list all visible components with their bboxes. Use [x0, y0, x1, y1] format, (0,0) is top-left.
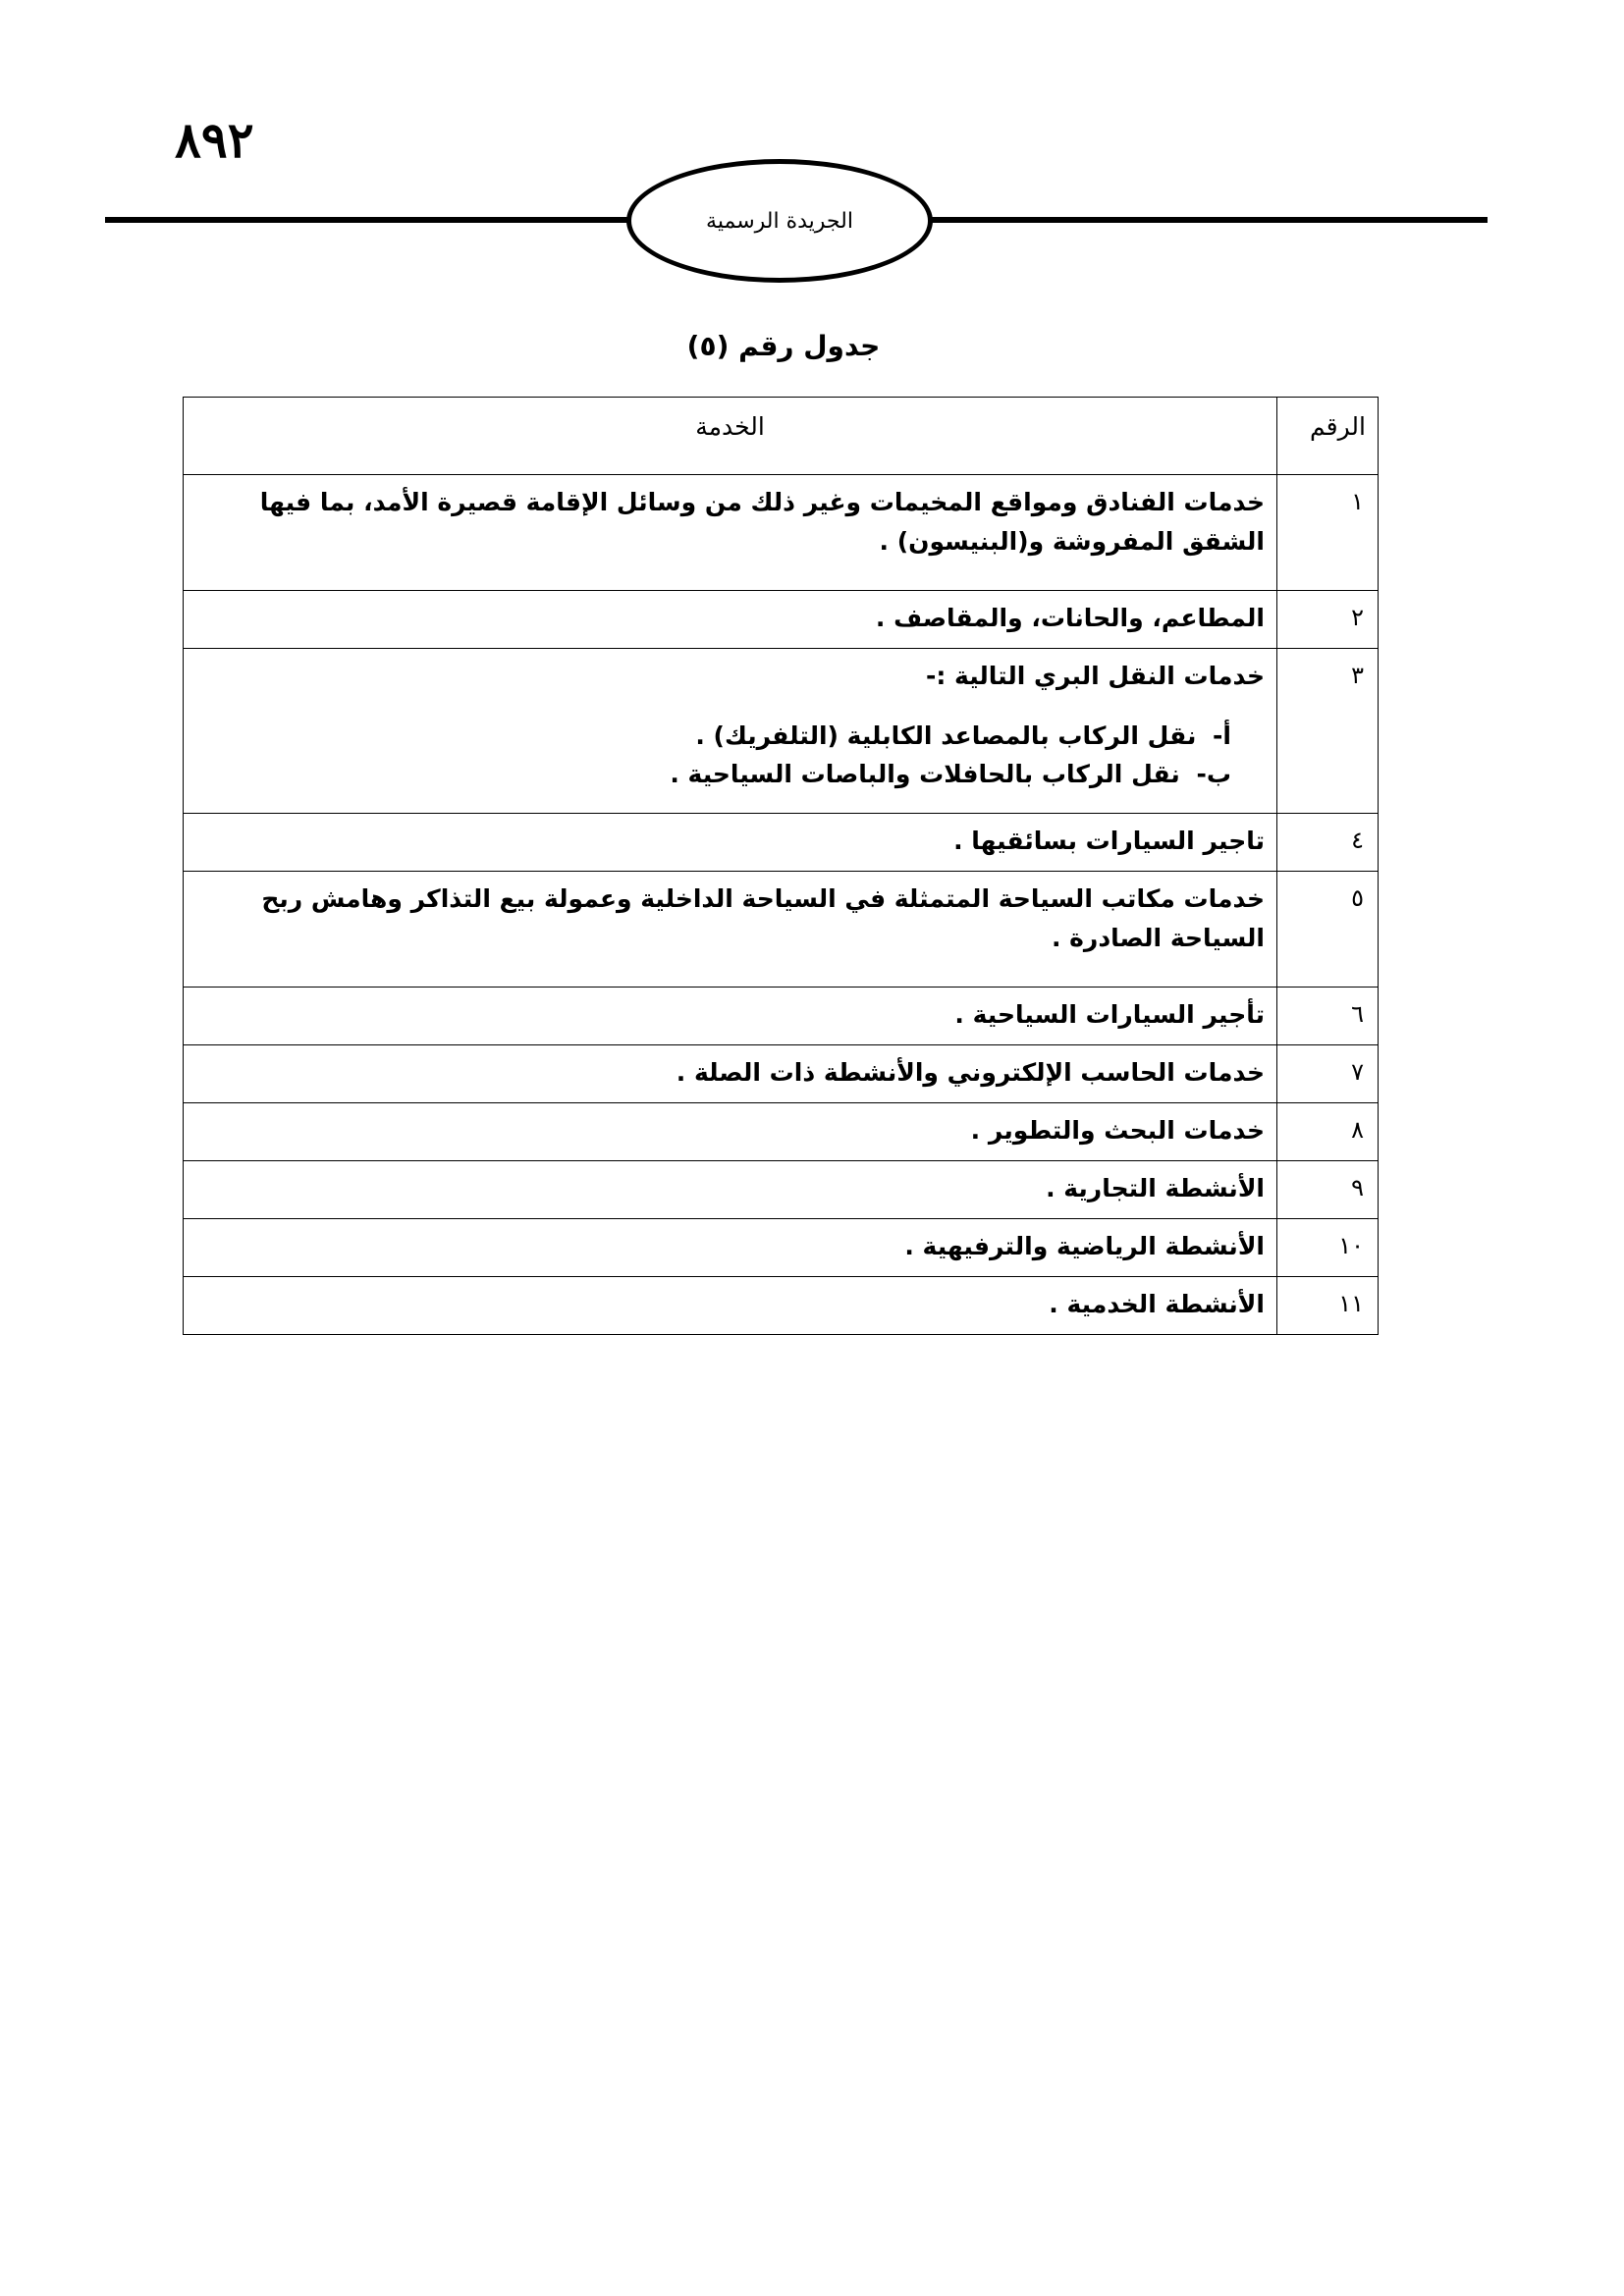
row-number: ١١ — [1277, 1277, 1379, 1335]
row-service: خدمات الفنادق ومواقع المخيمات وغير ذلك من وسائل الإقامة قصيرة الأمد، بما فيها الشقق المفروشة و(البنيسون) . — [184, 475, 1277, 591]
page-number: ٨٩٢ — [175, 111, 254, 169]
table-row — [184, 814, 1379, 872]
row-number: ٩ — [1277, 1161, 1379, 1219]
services-table — [183, 397, 1379, 1335]
table-row — [184, 1103, 1379, 1161]
table-row — [184, 1219, 1379, 1277]
row-service-heading: خدمات النقل البري التالية :- — [925, 662, 1265, 690]
row-service: تأجير السيارات السياحية . — [184, 988, 1277, 1045]
sub-item-text: نقل الركاب بالحافلات والباصات السياحية . — [670, 759, 1180, 788]
row-service: المطاعم، والحانات، والمقاصف . — [184, 591, 1277, 649]
sub-item — [195, 756, 1231, 794]
row-number: ٤ — [1277, 814, 1379, 872]
row-number: ٨ — [1277, 1103, 1379, 1161]
row-service: الأنشطة التجارية . — [184, 1161, 1277, 1219]
sub-item-list — [195, 718, 1265, 794]
row-number: ٣ — [1277, 649, 1379, 814]
column-header-service: الخدمة — [184, 398, 1277, 475]
row-number: ١٠ — [1277, 1219, 1379, 1277]
sub-item-marker: أ- — [1213, 721, 1231, 750]
row-service: خدمات البحث والتطوير . — [184, 1103, 1277, 1161]
sub-item-marker: ب- — [1196, 759, 1231, 788]
row-service-with-subitems — [184, 649, 1277, 814]
table-row — [184, 1161, 1379, 1219]
table-row — [184, 988, 1379, 1045]
row-number: ٥ — [1277, 872, 1379, 988]
row-number: ٢ — [1277, 591, 1379, 649]
table-row — [184, 591, 1379, 649]
row-service: خدمات مكاتب السياحة المتمثلة في السياحة الداخلية وعمولة بيع التذاكر وهامش ربح السياحة الصادرة . — [184, 872, 1277, 988]
row-number: ١ — [1277, 475, 1379, 591]
row-number: ٦ — [1277, 988, 1379, 1045]
row-service: خدمات الحاسب الإلكتروني والأنشطة ذات الصلة . — [184, 1045, 1277, 1103]
row-service: الأنشطة الخدمية . — [184, 1277, 1277, 1335]
table-row — [184, 475, 1379, 591]
table-header-row — [184, 398, 1379, 475]
row-number: ٧ — [1277, 1045, 1379, 1103]
column-header-number: الرقم — [1277, 398, 1379, 475]
table-row — [184, 1045, 1379, 1103]
sub-item — [195, 718, 1231, 756]
sub-item-text: نقل الركاب بالمصاعد الكابلية (التلفريك) . — [695, 721, 1197, 750]
row-service: تاجير السيارات بسائقيها . — [184, 814, 1277, 872]
gazette-title: الجريدة الرسمية — [706, 208, 853, 234]
table-title: جدول رقم (٥) — [686, 330, 881, 362]
table-row — [184, 872, 1379, 988]
gazette-title-oval — [626, 159, 933, 283]
row-service: الأنشطة الرياضية والترفيهية . — [184, 1219, 1277, 1277]
table-row — [184, 1277, 1379, 1335]
table-row — [184, 649, 1379, 814]
